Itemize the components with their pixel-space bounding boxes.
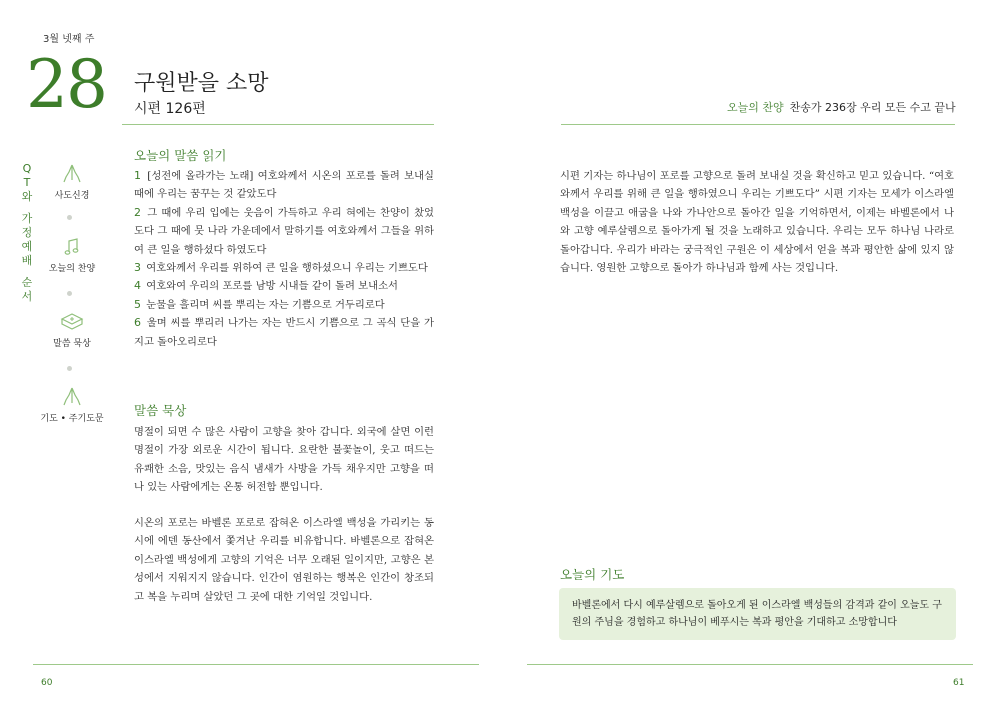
footer-rule-right <box>527 664 973 665</box>
page-number-left: 60 <box>41 678 53 688</box>
praying-hands-icon <box>61 386 83 408</box>
qt-vertical-label: Q T 와 가 정 예 배 순 서 <box>21 162 33 303</box>
step-dot <box>67 215 72 220</box>
prayer-text: 바벨론에서 다시 예루살렘으로 돌아오게 된 이스라엘 백성들의 감격과 같이 오늘도 구원의 주님을 경험하고 하나님이 베푸시는 복과 평안을 기대하고 소망합니다 <box>572 600 942 628</box>
step-dot <box>67 366 72 371</box>
hymn-line <box>727 99 956 115</box>
meditation-paragraph-3: 시편 기자는 하나님이 포로를 고향으로 돌려 보내실 것을 확신하고 믿고 있습니다. “여호와께서 우리를 위해 큰 일을 행하였으니 우리는 기쁘도다” 시편 기자는 모세가 이스라엘 백성을 이끌고 애굽을 나와 가나안으로 돌아간 일을 기억하면서, 이제는 바벨론에서 나와 고향 예루살렘으로 돌아가게 될 것을 노래하고 있습니다. 우리는 모두 하나님 나라로 돌아갑니다. 우리가 바라는 궁극적인 구원은 이 세상에서 얻을 복과 평안한 삶에 있지 않습니다. 영원한 고향으로 돌아가 하나님과 함께 사는 것입니다. <box>560 170 954 275</box>
step-label: 기도 • 주기도문 <box>40 414 104 424</box>
verse: 2 그 때에 우리 입에는 웃음이 가득하고 우리 혀에는 찬양이 찼었도다 그 때에 뭇 나라 가운데에서 말하기를 여호와께서 그들을 위하여 큰 일을 행하셨다 하였도다 <box>134 205 434 256</box>
scripture-verses <box>134 167 434 351</box>
step-apostles-creed <box>40 163 104 201</box>
meditation-heading: 말씀 묵상 <box>134 403 187 418</box>
step-dot <box>67 291 72 296</box>
page-title: 구원받을 소망 <box>134 71 269 96</box>
hymn-label: 오늘의 찬양 <box>727 101 784 114</box>
music-note-icon <box>61 236 83 258</box>
step-hymn <box>40 236 104 274</box>
verse: 1 [성전에 올라가는 노래] 여호와께서 시온의 포로를 돌려 보내실 때에 우리는 꿈꾸는 것 같았도다 <box>134 169 434 201</box>
verse: 5 눈물을 흘리며 씨를 뿌리는 자는 기쁨으로 거두리로다 <box>134 297 385 311</box>
scripture-reference: 시편 126편 <box>134 101 206 117</box>
step-label: 오늘의 찬양 <box>48 264 96 274</box>
page-number-right: 61 <box>953 678 965 688</box>
day-number: 28 <box>26 46 106 123</box>
meditation-paragraph-1: 명절이 되면 수 많은 사람이 고향을 찾아 갑니다. 외국에 살면 이런 명절이 가장 외로운 시간이 됩니다. 요란한 불꽃놀이, 웃고 떠드는 유쾌한 소음, 맛있는 음식 냄새가 사방을 가득 채우지만 고향을 떠나 있는 사람에게는 온통 허전함 뿐입니다. <box>134 426 434 494</box>
step-label: 사도신경 <box>54 191 90 201</box>
footer-rule-left <box>33 664 479 665</box>
bible-icon <box>59 311 85 333</box>
reading-heading: 오늘의 말씀 읽기 <box>134 148 227 163</box>
praying-hands-icon <box>61 163 83 185</box>
step-label: 말씀 묵상 <box>53 339 91 349</box>
step-meditation <box>40 311 104 349</box>
prayer-heading: 오늘의 기도 <box>560 567 625 582</box>
verse: 3 여호와께서 우리를 위하여 큰 일을 행하셨으니 우리는 기쁘도다 <box>134 261 428 275</box>
verse: 6 울며 씨를 뿌리러 나가는 자는 반드시 기쁨으로 그 곡식 단을 가지고 돌아오리로다 <box>134 316 434 348</box>
meditation-paragraph-2: 시온의 포로는 바벨론 포로로 잡혀온 이스라엘 백성을 가리키는 동시에 에덴 동산에서 쫓겨난 우리를 비유합니다. 바벨론으로 잡혀온 이스라엘 백성에게 고향의 기억은 너무 오래된 일이지만, 고향은 본성에서 지워지지 않습니다. 인간이 염원하는 행복은 인간이 창조되고 복을 누리며 살았던 그 곳에 대한 기억일 것입니다. <box>134 517 434 603</box>
hymn-title: 찬송가 236장 우리 모든 수고 끝나 <box>789 101 956 114</box>
week-label: 3월 넷째 주 <box>43 34 95 45</box>
header-rule-left <box>122 124 434 125</box>
header-rule-right <box>561 124 955 125</box>
verse: 4 여호와여 우리의 포로를 남방 시내들 같이 돌려 보내소서 <box>134 279 398 293</box>
step-prayer <box>40 386 104 424</box>
